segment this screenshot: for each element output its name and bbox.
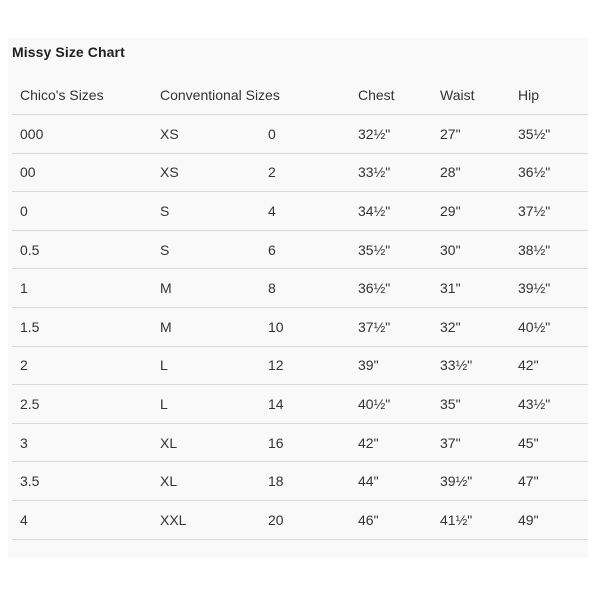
table-row <box>12 501 588 540</box>
table-row <box>12 308 588 347</box>
cell-letter-size: M <box>160 280 172 297</box>
cell-chest: 46" <box>358 511 379 528</box>
header-chest: Chest <box>358 87 395 103</box>
cell-waist: 39½" <box>440 473 473 490</box>
cell-letter-size: XXL <box>160 511 187 528</box>
header-hip: Hip <box>518 87 540 103</box>
table-header-row <box>12 76 588 115</box>
cell-chest: 35½" <box>358 241 391 258</box>
cell-chico-size: 4 <box>20 511 28 528</box>
table-row <box>12 231 588 270</box>
cell-letter-size: XL <box>160 434 178 451</box>
cell-waist: 31" <box>440 280 461 297</box>
cell-waist: 27" <box>440 125 461 142</box>
cell-chest: 32½" <box>358 125 391 142</box>
cell-hip: 35½" <box>518 125 551 142</box>
table-row <box>12 192 588 231</box>
table-row <box>12 115 588 154</box>
cell-chico-size: 3 <box>20 434 28 451</box>
cell-waist: 41½" <box>440 511 473 528</box>
cell-chest: 40½" <box>358 395 391 412</box>
cell-chico-size: 1.5 <box>20 318 40 335</box>
cell-chest: 42" <box>358 434 379 451</box>
chart-title: Missy Size Chart <box>12 44 125 60</box>
cell-waist: 30" <box>440 241 461 258</box>
cell-letter-size: XS <box>160 164 179 181</box>
cell-waist: 28" <box>440 164 461 181</box>
cell-letter-size: XL <box>160 473 178 490</box>
cell-hip: 40½" <box>518 318 551 335</box>
cell-hip: 36½" <box>518 164 551 181</box>
cell-number-size: 0 <box>268 125 276 142</box>
table-row <box>12 424 588 463</box>
cell-number-size: 20 <box>268 511 284 528</box>
cell-waist: 29" <box>440 202 461 219</box>
cell-letter-size: S <box>160 241 170 258</box>
cell-letter-size: S <box>160 202 170 219</box>
cell-chico-size: 000 <box>20 125 44 142</box>
cell-number-size: 2 <box>268 164 276 181</box>
cell-chest: 33½" <box>358 164 391 181</box>
cell-chico-size: 0.5 <box>20 241 40 258</box>
cell-chico-size: 1 <box>20 280 28 297</box>
cell-hip: 45" <box>518 434 539 451</box>
cell-number-size: 18 <box>268 473 284 490</box>
cell-number-size: 16 <box>268 434 284 451</box>
cell-number-size: 12 <box>268 357 284 374</box>
cell-number-size: 14 <box>268 395 284 412</box>
cell-hip: 38½" <box>518 241 551 258</box>
cell-waist: 33½" <box>440 357 473 374</box>
header-chico-sizes: Chico's Sizes <box>20 87 104 103</box>
cell-chico-size: 2 <box>20 357 28 374</box>
cell-waist: 37" <box>440 434 461 451</box>
cell-number-size: 4 <box>268 202 276 219</box>
cell-number-size: 10 <box>268 318 284 335</box>
cell-letter-size: L <box>160 395 168 412</box>
cell-letter-size: M <box>160 318 172 335</box>
cell-hip: 43½" <box>518 395 551 412</box>
size-table <box>12 76 588 540</box>
cell-letter-size: XS <box>160 125 179 142</box>
cell-chico-size: 00 <box>20 164 36 181</box>
cell-hip: 47" <box>518 473 539 490</box>
cell-hip: 37½" <box>518 202 551 219</box>
cell-hip: 49" <box>518 511 539 528</box>
cell-chest: 36½" <box>358 280 391 297</box>
cell-number-size: 8 <box>268 280 276 297</box>
table-row <box>12 385 588 424</box>
table-row <box>12 269 588 308</box>
cell-number-size: 6 <box>268 241 276 258</box>
table-row <box>12 154 588 193</box>
header-conventional-sizes: Conventional Sizes <box>160 87 280 103</box>
cell-chest: 34½" <box>358 202 391 219</box>
cell-chest: 37½" <box>358 318 391 335</box>
cell-chest: 44" <box>358 473 379 490</box>
cell-hip: 39½" <box>518 280 551 297</box>
cell-waist: 35" <box>440 395 461 412</box>
table-row <box>12 347 588 386</box>
cell-waist: 32" <box>440 318 461 335</box>
cell-letter-size: L <box>160 357 168 374</box>
cell-chico-size: 2.5 <box>20 395 40 412</box>
cell-chest: 39" <box>358 357 379 374</box>
cell-chico-size: 0 <box>20 202 28 219</box>
table-row <box>12 462 588 501</box>
header-waist: Waist <box>440 87 475 103</box>
cell-hip: 42" <box>518 357 539 374</box>
cell-chico-size: 3.5 <box>20 473 40 490</box>
